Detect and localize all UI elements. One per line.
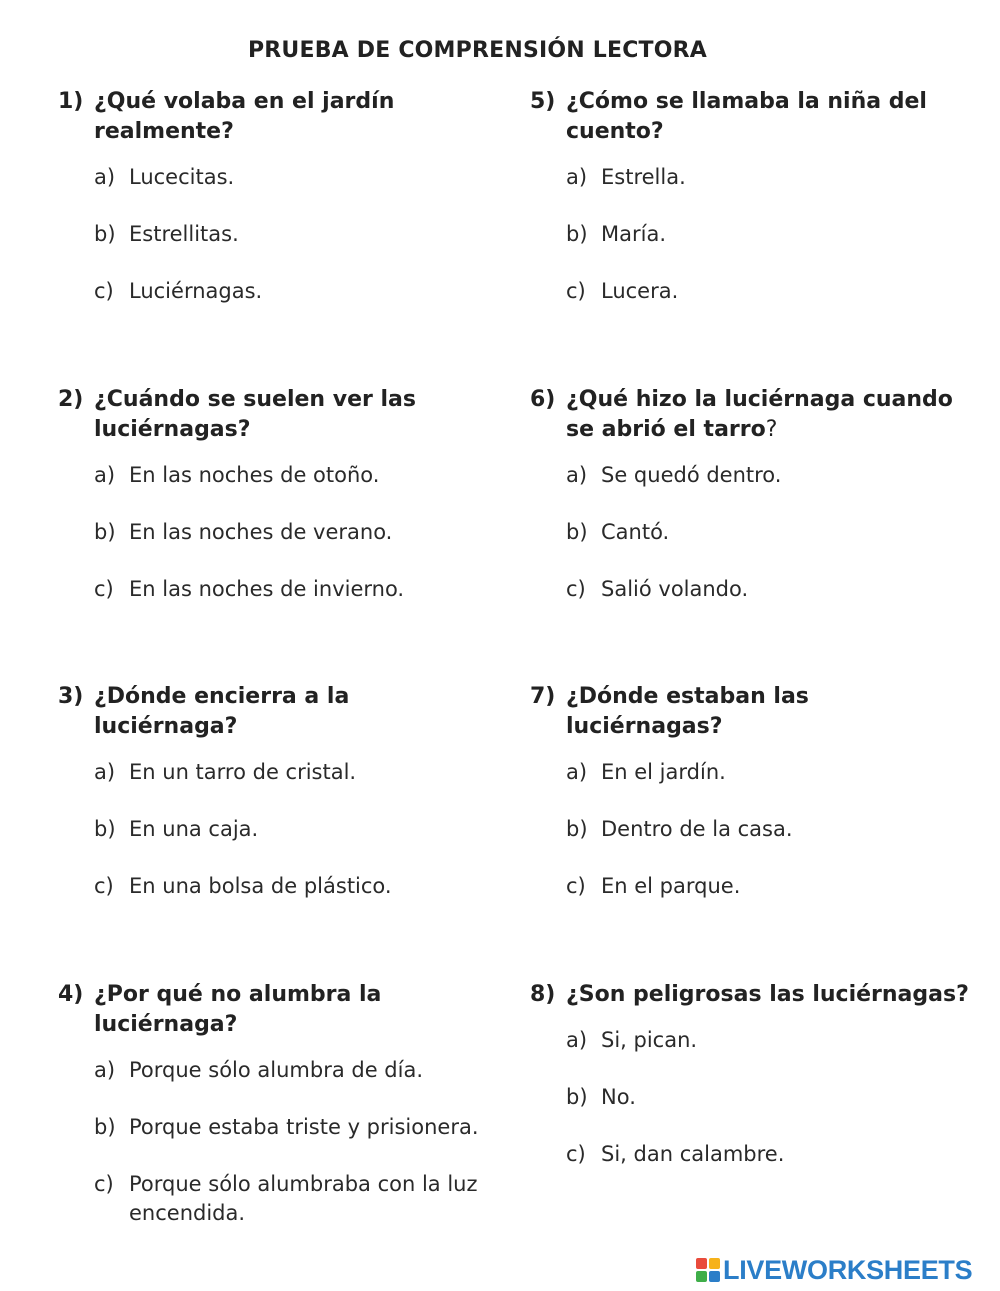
answer-option[interactable] <box>566 575 970 604</box>
option-letter: c) <box>94 279 114 303</box>
option-letter: a) <box>566 463 588 487</box>
options-list <box>530 1026 970 1169</box>
question-prompt: ¿Qué hizo la luciérnaga cuando se abrió el tarro <box>566 387 953 442</box>
option-text: Dentro de la casa. <box>601 817 793 841</box>
answer-option[interactable] <box>94 277 498 306</box>
option-text: María. <box>601 222 666 246</box>
question-text <box>530 980 970 1010</box>
question-text <box>530 385 970 445</box>
option-text: En el jardín. <box>601 760 726 784</box>
question-number: 7) <box>530 684 556 709</box>
option-text: Estrellitas. <box>129 222 239 246</box>
option-text: Lucera. <box>601 279 679 303</box>
option-text: Si, dan calambre. <box>601 1142 785 1166</box>
question-text <box>58 385 498 445</box>
question-4 <box>58 980 498 1228</box>
option-text: Si, pican. <box>601 1028 698 1052</box>
option-text: No. <box>601 1085 636 1109</box>
options-list <box>58 758 498 901</box>
option-text: En el parque. <box>601 874 741 898</box>
option-text: Luciérnagas. <box>129 279 263 303</box>
option-letter: a) <box>94 760 116 784</box>
option-letter: b) <box>566 520 588 544</box>
question-number: 2) <box>58 387 84 412</box>
option-letter: c) <box>94 874 114 898</box>
option-text: Salió volando. <box>601 577 749 601</box>
question-prompt: ¿Cuándo se suelen ver las luciérnagas? <box>94 387 416 442</box>
answer-option[interactable] <box>94 1056 498 1085</box>
option-text: En una caja. <box>129 817 259 841</box>
option-text: Porque sólo alumbra de día. <box>129 1058 424 1082</box>
question-8 <box>530 980 970 1169</box>
question-prompt: ¿Dónde encierra a la luciérnaga? <box>94 684 350 739</box>
question-6 <box>530 385 970 604</box>
page-title: PRUEBA DE COMPRENSIÓN LECTORA <box>247 38 708 63</box>
option-letter: c) <box>566 279 586 303</box>
option-text: En un tarro de cristal. <box>129 760 357 784</box>
question-text <box>58 682 498 742</box>
answer-option[interactable] <box>566 815 970 844</box>
answer-option[interactable] <box>94 1170 498 1228</box>
logo-text: LIVEWORKSHEETS <box>723 1254 973 1285</box>
option-text: En las noches de verano. <box>129 520 393 544</box>
answer-option[interactable] <box>566 518 970 547</box>
question-prompt: ¿Son peligrosas las luciérnagas? <box>566 982 969 1007</box>
question-number: 4) <box>58 982 84 1007</box>
question-1 <box>58 87 498 306</box>
option-letter: b) <box>566 817 588 841</box>
question-number: 1) <box>58 89 84 114</box>
option-letter: b) <box>94 222 116 246</box>
answer-option[interactable] <box>566 872 970 901</box>
question-3 <box>58 682 498 901</box>
question-2 <box>58 385 498 604</box>
option-letter: b) <box>94 817 116 841</box>
option-letter: c) <box>566 874 586 898</box>
answer-option[interactable] <box>94 872 498 901</box>
answer-option[interactable] <box>566 461 970 490</box>
option-text: En las noches de otoño. <box>129 463 380 487</box>
options-list <box>530 163 970 306</box>
options-list <box>58 163 498 306</box>
option-letter: b) <box>566 1085 588 1109</box>
option-letter: b) <box>94 1115 116 1139</box>
answer-option[interactable] <box>94 1113 498 1142</box>
answer-option[interactable] <box>94 518 498 547</box>
question-7 <box>530 682 970 901</box>
answer-option[interactable] <box>566 220 970 249</box>
question-number: 3) <box>58 684 84 709</box>
question-prompt: ¿Dónde estaban las luciérnagas? <box>566 684 809 739</box>
option-letter: a) <box>94 463 116 487</box>
options-list <box>58 461 498 604</box>
option-letter: a) <box>94 165 116 189</box>
answer-option[interactable] <box>94 163 498 192</box>
question-5 <box>530 87 970 306</box>
option-letter: c) <box>566 577 586 601</box>
option-letter: a) <box>94 1058 116 1082</box>
option-text: En una bolsa de plástico. <box>129 874 392 898</box>
answer-option[interactable] <box>566 1140 970 1169</box>
options-list <box>58 1056 498 1228</box>
option-letter: c) <box>566 1142 586 1166</box>
option-text: Lucecitas. <box>129 165 235 189</box>
question-text <box>58 87 498 147</box>
option-letter: b) <box>94 520 116 544</box>
answer-option[interactable] <box>94 220 498 249</box>
answer-option[interactable] <box>566 163 970 192</box>
liveworksheets-logo-icon <box>696 1258 720 1282</box>
option-text: Cantó. <box>601 520 670 544</box>
option-text: Estrella. <box>601 165 686 189</box>
answer-option[interactable] <box>94 758 498 787</box>
answer-option[interactable] <box>94 575 498 604</box>
option-text: Se quedó dentro. <box>601 463 782 487</box>
option-letter: b) <box>566 222 588 246</box>
liveworksheets-logo[interactable] <box>696 1255 972 1285</box>
answer-option[interactable] <box>566 758 970 787</box>
answer-option[interactable] <box>566 1083 970 1112</box>
option-letter: a) <box>566 165 588 189</box>
question-text <box>58 980 498 1040</box>
question-prompt: ¿Cómo se llamaba la niña del cuento? <box>566 89 927 144</box>
answer-option[interactable] <box>566 277 970 306</box>
question-number: 8) <box>530 982 556 1007</box>
answer-option[interactable] <box>566 1026 970 1055</box>
question-text <box>530 87 970 147</box>
answer-option[interactable] <box>94 461 498 490</box>
option-letter: c) <box>94 1172 114 1196</box>
question-number: 6) <box>530 387 556 412</box>
question-text <box>530 682 970 742</box>
option-text: Porque sólo alumbraba con la luz encendida. <box>129 1172 478 1225</box>
options-list <box>530 461 970 604</box>
question-prompt: ¿Qué volaba en el jardín realmente? <box>94 89 395 144</box>
option-letter: c) <box>94 577 114 601</box>
answer-option[interactable] <box>94 815 498 844</box>
question-prompt: ¿Por qué no alumbra la luciérnaga? <box>94 982 382 1037</box>
option-text: Porque estaba triste y prisionera. <box>129 1115 479 1139</box>
question-number: 5) <box>530 89 556 114</box>
question-suffix: ? <box>765 417 778 442</box>
option-text: En las noches de invierno. <box>129 577 405 601</box>
option-letter: a) <box>566 1028 588 1052</box>
option-letter: a) <box>566 760 588 784</box>
options-list <box>530 758 970 901</box>
